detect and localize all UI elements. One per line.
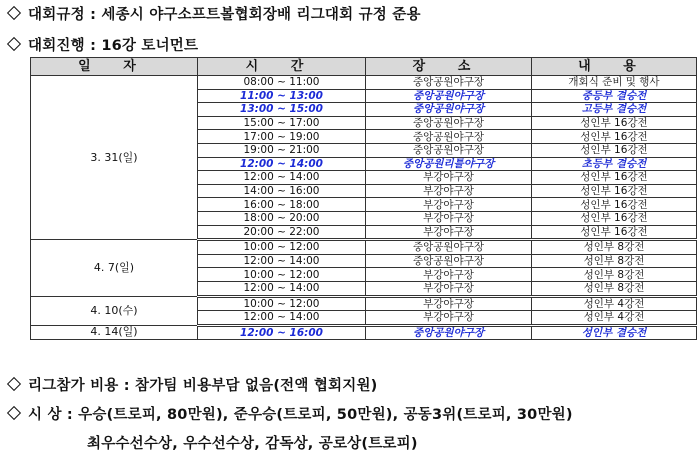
schedule-time-cell: 19:00 ~ 21:00 — [198, 143, 366, 157]
schedule-content-cell: 성인부 8강전 — [532, 281, 697, 296]
schedule-place-cell: 부강야구장 — [366, 268, 532, 282]
progress-text: 16강 토너먼트 — [101, 38, 199, 54]
fee-label: 리그참가 비용 — [28, 378, 119, 394]
schedule-content-cell: 중등부 결승전 — [532, 89, 697, 103]
schedule-date-cell: 4. 10(수) — [31, 296, 198, 325]
schedule-time-cell: 10:00 ~ 12:00 — [198, 240, 366, 255]
diamond-bullet-icon — [7, 37, 21, 51]
schedule-place-cell: 중앙공원야구장 — [366, 103, 532, 117]
schedule-time-cell: 10:00 ~ 12:00 — [198, 296, 366, 311]
schedule-time-cell: 12:00 ~ 16:00 — [198, 325, 366, 340]
schedule-place-cell: 부강야구장 — [366, 281, 532, 296]
schedule-content-cell: 성인부 16강전 — [532, 171, 697, 185]
schedule-place-cell: 중앙공원야구장 — [366, 76, 532, 90]
schedule-content-cell: 개회식 준비 및 행사 — [532, 76, 697, 90]
schedule-date-cell: 4. 14(일) — [31, 325, 198, 340]
schedule-time-cell: 12:00 ~ 14:00 — [198, 311, 366, 326]
diamond-bullet-icon — [7, 377, 21, 391]
schedule-place-cell: 부강야구장 — [366, 198, 532, 212]
schedule-content-cell: 성인부 16강전 — [532, 130, 697, 144]
schedule-time-cell: 16:00 ~ 18:00 — [198, 198, 366, 212]
schedule-place-cell: 부강야구장 — [366, 211, 532, 225]
schedule-row — [31, 325, 697, 340]
schedule-time-cell: 12:00 ~ 14:00 — [198, 157, 366, 171]
schedule-place-cell: 중앙공원야구장 — [366, 143, 532, 157]
schedule-content-cell: 성인부 4강전 — [532, 311, 697, 326]
schedule-content-cell: 초등부 결승전 — [532, 157, 697, 171]
rules-label: 대회규정 — [28, 7, 85, 23]
schedule-time-cell: 10:00 ~ 12:00 — [198, 268, 366, 282]
rules-text: 세종시 야구소프트볼협회장배 리그대회 규정 준용 — [101, 7, 421, 23]
schedule-time-cell: 15:00 ~ 17:00 — [198, 116, 366, 130]
schedule-time-cell: 18:00 ~ 20:00 — [198, 211, 366, 225]
header-place: 장 소 — [366, 58, 532, 76]
schedule-row — [31, 76, 697, 90]
award-line-2 — [87, 432, 418, 453]
award-label: 시 상 — [28, 407, 62, 423]
header-date: 일 자 — [31, 58, 198, 76]
schedule-place-cell: 부강야구장 — [366, 184, 532, 198]
schedule-time-cell: 12:00 ~ 14:00 — [198, 171, 366, 185]
schedule-content-cell: 성인부 16강전 — [532, 143, 697, 157]
schedule-time-cell: 14:00 ~ 16:00 — [198, 184, 366, 198]
schedule-place-cell: 중앙공원야구장 — [366, 240, 532, 255]
schedule-header-row — [31, 58, 697, 76]
schedule-content-cell: 성인부 8강전 — [532, 254, 697, 268]
schedule-time-cell: 13:00 ~ 15:00 — [198, 103, 366, 117]
schedule-place-cell: 부강야구장 — [366, 171, 532, 185]
award-text: 우승(트로피, 80만원), 준우승(트로피, 50만원), 공동3위(트로피, 30만원) — [78, 407, 573, 423]
schedule-place-cell: 중앙공원야구장 — [366, 116, 532, 130]
schedule-row — [31, 240, 697, 255]
schedule-date-cell: 4. 7(일) — [31, 240, 198, 296]
schedule-table — [30, 57, 697, 340]
schedule-content-cell: 성인부 16강전 — [532, 198, 697, 212]
schedule-time-cell: 20:00 ~ 22:00 — [198, 225, 366, 240]
diamond-bullet-icon — [7, 6, 21, 20]
schedule-content-cell: 성인부 16강전 — [532, 184, 697, 198]
schedule-date-cell: 3. 31(일) — [31, 76, 198, 240]
schedule-place-cell: 부강야구장 — [366, 311, 532, 326]
fee-line: 리그참가 비용 : 참가팀 비용부담 없음(전액 협회지원) — [6, 374, 378, 395]
schedule-place-cell: 부강야구장 — [366, 225, 532, 240]
header-content: 내 용 — [532, 58, 697, 76]
schedule-time-cell: 11:00 ~ 13:00 — [198, 89, 366, 103]
progress-line: 대회진행 : 16강 토너먼트 — [6, 34, 198, 55]
schedule-place-cell: 중앙공원리틀야구장 — [366, 157, 532, 171]
schedule-content-cell: 성인부 16강전 — [532, 225, 697, 240]
award-line: 시 상 : 우승(트로피, 80만원), 준우승(트로피, 50만원), 공동3위(트로피, 30만원) — [6, 403, 573, 424]
schedule-content-cell: 성인부 4강전 — [532, 296, 697, 311]
progress-label: 대회진행 — [28, 38, 85, 54]
schedule-row — [31, 296, 697, 311]
schedule-content-cell: 성인부 8강전 — [532, 268, 697, 282]
award-text-2: 최우수선수상, 우수선수상, 감독상, 공로상(트로피) — [87, 436, 418, 452]
fee-text: 참가팀 비용부담 없음(전액 협회지원) — [135, 378, 378, 394]
diamond-bullet-icon — [7, 406, 21, 420]
schedule-body — [31, 76, 697, 340]
schedule-time-cell: 12:00 ~ 14:00 — [198, 281, 366, 296]
schedule-place-cell: 중앙공원야구장 — [366, 130, 532, 144]
schedule-time-cell: 08:00 ~ 11:00 — [198, 76, 366, 90]
schedule-place-cell: 부강야구장 — [366, 296, 532, 311]
schedule-content-cell: 성인부 결승전 — [532, 325, 697, 340]
schedule-place-cell: 중앙공원야구장 — [366, 89, 532, 103]
schedule-content-cell: 성인부 16강전 — [532, 211, 697, 225]
rules-line: 대회규정 : 세종시 야구소프트볼협회장배 리그대회 규정 준용 — [6, 3, 421, 24]
schedule-time-cell: 17:00 ~ 19:00 — [198, 130, 366, 144]
schedule-place-cell: 중앙공원야구장 — [366, 254, 532, 268]
schedule-content-cell: 성인부 16강전 — [532, 116, 697, 130]
schedule-content-cell: 고등부 결승전 — [532, 103, 697, 117]
schedule-content-cell: 성인부 8강전 — [532, 240, 697, 255]
header-time: 시 간 — [198, 58, 366, 76]
schedule-place-cell: 중앙공원야구장 — [366, 325, 532, 340]
schedule-time-cell: 12:00 ~ 14:00 — [198, 254, 366, 268]
